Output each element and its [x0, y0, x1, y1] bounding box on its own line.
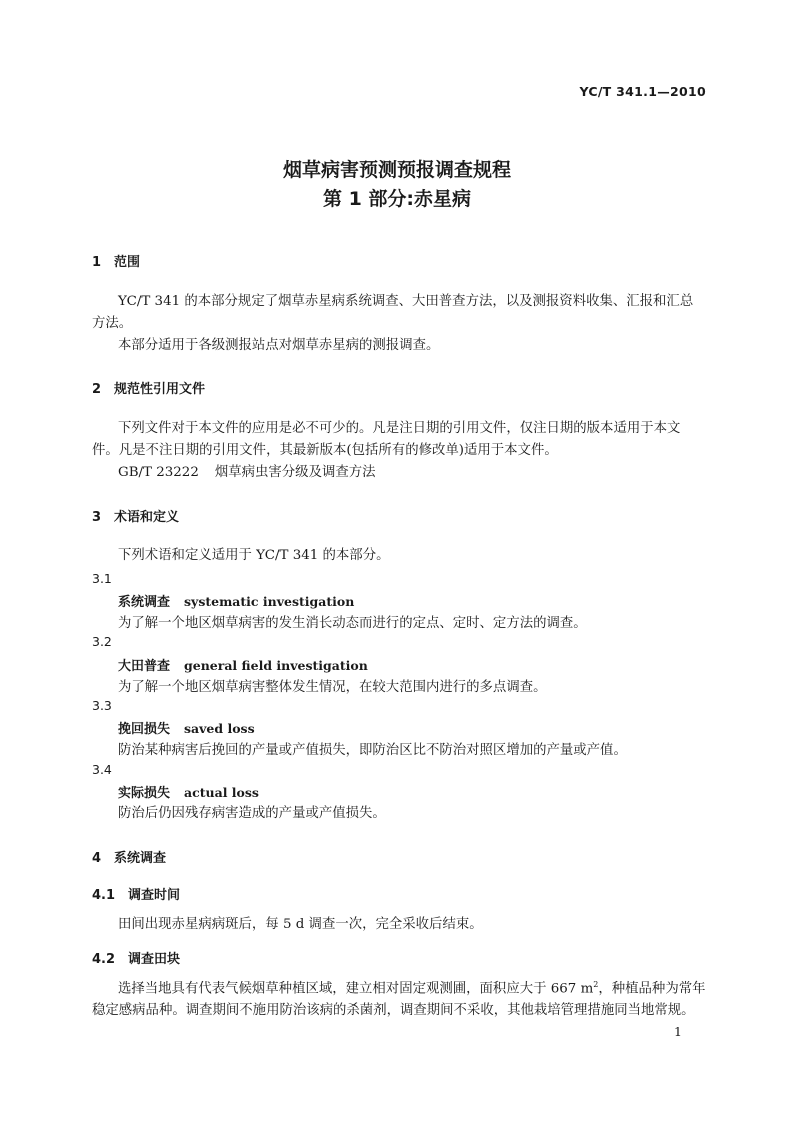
- section-number: 1: [92, 255, 102, 270]
- subsection-title: 调查时间: [128, 888, 181, 903]
- subsection-number: 4.1: [92, 888, 116, 903]
- text-line: 方法。: [92, 316, 133, 331]
- term-zh: 系统调查: [118, 595, 171, 610]
- text-line: 件。凡是不注日期的引用文件，其最新版本(包括所有的修改单)适用于本文件。: [92, 443, 558, 458]
- section-title: 术语和定义: [114, 510, 180, 525]
- paragraph: 田间出现赤星病病斑后，每 5 d 调查一次，完全采收后结束。: [118, 917, 483, 932]
- term-en: systematic investigation: [184, 594, 355, 609]
- term-entry: [118, 718, 255, 737]
- reference-title: 烟草病虫害分级及调查方法: [214, 465, 376, 480]
- section-number: 3: [92, 510, 102, 525]
- term-zh: 实际损失: [118, 786, 171, 801]
- paragraph: 下列术语和定义适用于 YC/T 341 的本部分。: [118, 548, 390, 563]
- section-heading-3: [92, 506, 179, 525]
- term-zh: 大田普查: [118, 659, 171, 674]
- term-en: actual loss: [184, 785, 259, 800]
- subsection-number: 4.2: [92, 952, 116, 967]
- paragraph: [92, 974, 704, 1022]
- page-number: 1: [674, 1024, 682, 1039]
- section-heading-4: [92, 847, 166, 866]
- standard-code: YC/T 341.1—2010: [579, 84, 706, 99]
- term-entry: [118, 782, 259, 801]
- section-title: 系统调查: [114, 851, 167, 866]
- term-definition: 防治某种病害后挽回的产量或产值损失，即防治区比不防治对照区增加的产量或产值。: [118, 743, 627, 758]
- subsection-heading-4-1: [92, 884, 180, 903]
- term-definition: 防治后仍因残存病害造成的产量或产值损失。: [118, 806, 386, 821]
- term-number: 3.4: [92, 762, 112, 777]
- term-entry: [118, 591, 354, 610]
- section-heading-1: [92, 251, 140, 270]
- section-number: 4: [92, 851, 102, 866]
- term-number: 3.1: [92, 571, 112, 586]
- paragraph: [92, 418, 704, 462]
- section-title: 范围: [114, 255, 141, 270]
- text-line: YC/T 341 的本部分规定了烟草赤星病系统调查、大田普查方法，以及测报资料收集、汇报和汇总: [118, 294, 694, 309]
- section-number: 2: [92, 382, 102, 397]
- term-definition: 为了解一个地区烟草病害的发生消长动态而进行的定点、定时、定方法的调查。: [118, 616, 587, 631]
- section-heading-2: [92, 378, 205, 397]
- term-number: 3.3: [92, 698, 112, 713]
- text-line: 稳定感病品种。调查期间不施用防治该病的杀菌剂，调查期间不采收，其他栽培管理措施同当地常规。: [92, 1003, 695, 1019]
- term-en: saved loss: [184, 721, 255, 736]
- text-line: 选择当地具有代表气候烟草种植区域，建立相对固定观测圃，面积应大于 667 $m^2$，种植品种为常年: [118, 980, 706, 997]
- document-title: 烟草病害预测预报调查规程: [282, 159, 511, 181]
- paragraph: 本部分适用于各级测报站点对烟草赤星病的测报调查。: [118, 338, 440, 353]
- document-subtitle: 第 1 部分:赤星病: [322, 188, 472, 210]
- reference-code: GB/T 23222: [118, 465, 199, 480]
- term-en: general field investigation: [184, 658, 368, 673]
- term-number: 3.2: [92, 634, 112, 649]
- subsection-heading-4-2: [92, 948, 180, 967]
- term-definition: 为了解一个地区烟草病害整体发生情况，在较大范围内进行的多点调查。: [118, 680, 547, 695]
- normative-reference: [92, 462, 730, 484]
- text-line: 下列文件对于本文件的应用是必不可少的。凡是注日期的引用文件，仅注日期的版本适用于本文: [118, 421, 681, 436]
- subsection-title: 调查田块: [128, 952, 181, 967]
- paragraph: [92, 291, 704, 335]
- section-title: 规范性引用文件: [114, 382, 206, 397]
- term-zh: 挽回损失: [118, 722, 171, 737]
- term-entry: [118, 655, 368, 674]
